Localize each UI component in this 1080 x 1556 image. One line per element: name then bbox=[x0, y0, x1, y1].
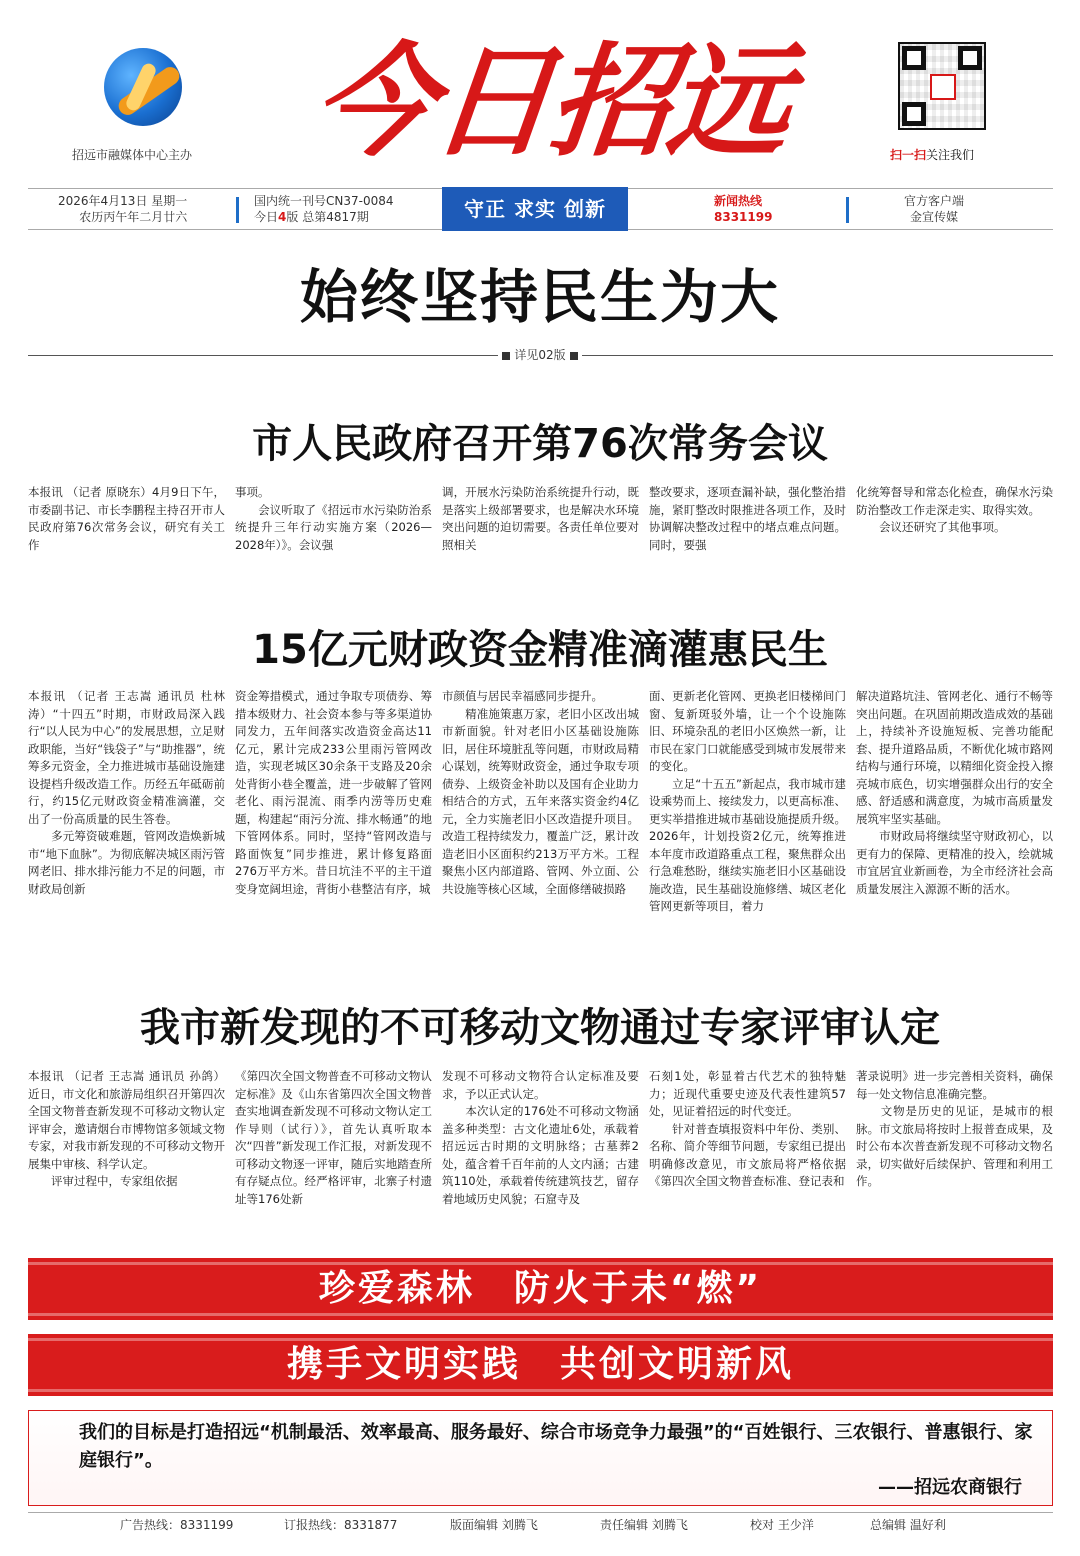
ad-text: 我们的目标是打造招远“机制最活、效率最高、服务最好、综合市场竞争力最强”的“百姓银行、三农银行、普惠银行、家庭银行”。 bbox=[79, 1422, 1033, 1471]
article-column: 面、更新老化管网、更换老旧楼梯间门窗、复新斑驳外墙，让一个个设施陈旧、环境杂乱的老旧小区焕然一新，让市民在家门口就能感受到城市发展带来的变化。 立足“十五五”新起点，我市城市建设乘势而上、接续发力，以更高标准、更实举措推进城市基础设施提质升级。2026年，计划投资2亿元，统筹推进本年度市政道路重点工程，聚焦群众出行急难愁盼，继续实施老旧小区基础设施改造，民生基础设施修缮、城区老化管网更新等项目，着力 bbox=[649, 689, 846, 913]
article-headline[interactable]: 15亿元财政资金精准滴灌惠民生 bbox=[252, 627, 828, 673]
general-editor: 总编辑 温好利 bbox=[870, 1518, 946, 1532]
article-column: 《第四次全国文物普查不可移动文物认定标准》及《山东省第四次全国文物普查实地调查新发现不可移动文物认定工作导则（试行）》，首先认真听取本次“四普”新发现工作汇报，对新发现不可移动文物逐一评审，随后实地踏查所有存疑点位。经严格评审，北寨子村遗址等176处新 bbox=[235, 1069, 432, 1206]
fire-prevention-banner: 珍爱森林 防火于未“燃” bbox=[28, 1258, 1053, 1320]
article-column: 本报讯 （记者 王志嵩 通讯员 杜林涛）“十四五”时期，市财政局深入践行“以人民为中心”的发展思想，立足财政职能，当好“钱袋子”与“助推器”，统筹多元资金，全力推进城市基础设施建设提档升级改造工作。历经五年砥砺前行，约15亿元财政资金精准滴灌，交出了一份高质量的民生答卷。 多元筹资破难题，管网改造焕新城市“地下血脉”。为彻底解决城区雨污管网老旧、排水排污能力不足的问题，市财政局创新 bbox=[28, 689, 225, 896]
newspaper-logo bbox=[88, 48, 198, 126]
article-body bbox=[28, 688, 1053, 930]
scan-caption bbox=[890, 146, 974, 163]
article-body bbox=[28, 484, 1053, 554]
bank-advertisement bbox=[28, 1410, 1053, 1506]
layout-editor: 版面编辑 刘腾飞 bbox=[450, 1518, 538, 1532]
article-headline[interactable]: 我市新发现的不可移动文物通过专家评审认定 bbox=[140, 1005, 940, 1051]
ad-signature: ——招远农商银行 bbox=[878, 1477, 1022, 1498]
lunar-date: 农历丙午年二月廿六 bbox=[79, 210, 188, 224]
article-column: 解决道路坑洼、管网老化、通行不畅等突出问题。在巩固前期改造成效的基础上，持续补齐设施短板、完善功能配套、提升道路品质，不断优化城市路网结构与通行环境，以精细化资金投入擦亮城市底色，切实增强群众出行的安全感、舒适感和满意度，为城市高质量发展筑牢坚实基础。 市财政局将继续坚守财政初心，以更有力的保障、更精准的投入，绘就城市宜居宜业新画卷，为全市经济社会高质量发展注入源源不断的活水。 bbox=[856, 689, 1053, 896]
qr-code-icon[interactable] bbox=[898, 42, 986, 130]
page-count: 今日4版 总第4817期 bbox=[254, 210, 369, 224]
newspaper-title: 今日招远 bbox=[306, 29, 794, 173]
divider bbox=[236, 197, 239, 223]
official-client: 官方客户端 金宣传媒 bbox=[904, 194, 965, 224]
see-page-link[interactable]: 详见02版 bbox=[0, 346, 1080, 363]
proofreader: 校对 王少洋 bbox=[750, 1518, 814, 1532]
divider bbox=[846, 197, 849, 223]
article-column: 化统筹督导和常态化检查，确保水污染防治整改工作走深走实、取得实效。 会议还研究了其他事项。 bbox=[856, 485, 1053, 534]
article-column: 石刻1处，彰显着古代艺术的独特魅力；近现代重要史迹及代表性建筑57处，见证着招远的时代变迁。 针对普查填报资料中年份、类别、名称、简介等细节问题，专家组已提出明确修改意见，市文旅局将严格依据《第四次全国文物普查标准、登记表和 bbox=[649, 1069, 846, 1188]
issue-info-bar bbox=[28, 188, 1053, 230]
newspaper-logo-icon bbox=[104, 48, 182, 126]
article-column: 著录说明》进一步完善相关资料，确保每一处文物信息准确完整。 文物是历史的见证，是城市的根脉。市文旅局将按时上报普查成果，及时公布本次普查新发现不可移动文物名录，切实做好后续保护、管理和利用工作。 bbox=[856, 1069, 1053, 1188]
article-column: 市颜值与居民幸福感同步提升。 精准施策惠万家，老旧小区改出城市新面貌。针对老旧小区基础设施陈旧，居住环境脏乱等问题，市财政局精心谋划，统筹财政资金，通过争取专项债券、上级资金补助以及国有企业助力相结合的方式，五年来落实资金约4亿元，全力实施老旧小区改造提升项目。改造工程持续发力，覆盖广泛，累计改造老旧小区面积约213万平方米。工程聚焦小区内部道路、管网、外立面、公共设施等核心区域，全面修缮破损路 bbox=[442, 689, 639, 896]
news-hotline: 新闻热线 8331199 bbox=[714, 194, 773, 224]
masthead bbox=[28, 18, 1053, 186]
staff-footer bbox=[28, 1512, 1053, 1536]
article-headline[interactable]: 市人民政府召开第76次常务会议 bbox=[252, 421, 828, 467]
article-column: 资金筹措模式，通过争取专项债券、筹措本级财力、社会资本参与等多渠道协同发力，五年间落实改造资金高达11亿元，累计完成233公里雨污管网改造，实现老城区30余条干支路及20余处背街小巷全覆盖，进一步破解了管网老化、雨污混流、雨季内涝等历史难题，构建起“雨污分流、排水畅通”的地下管网体系。同时，坚持“管网改造与路面恢复”同步推进，累计修复路面276万平方米。昔日坑洼不平的主干道变身宽阔坦途，背街小巷整洁有序，城 bbox=[235, 689, 432, 896]
issue-date-block bbox=[58, 193, 187, 225]
subscribe-hotline: 订报热线：8331877 bbox=[284, 1518, 398, 1532]
ad-hotline: 广告热线：8331199 bbox=[120, 1518, 234, 1532]
article-body bbox=[28, 1068, 1053, 1224]
scan-suffix: 关注我们 bbox=[926, 148, 975, 162]
civilization-banner: 携手文明实践 共创文明新风 bbox=[28, 1334, 1053, 1396]
host-organization: 招远市融媒体中心主办 bbox=[72, 148, 193, 162]
issue-date: 2026年4月13日 星期一 bbox=[58, 194, 188, 208]
article-column: 本报讯 （记者 原晓东）4月9日下午，市委副书记、市长李鹏程主持召开市人民政府第76次常务会议，研究有关工作 bbox=[28, 485, 225, 552]
article-column: 发现不可移动文物符合认定标准及要求，予以正式认定。 本次认定的176处不可移动文物涵盖多种类型：古文化遗址6处，承载着招远远古时期的文明脉络；古墓葬2处，蕴含着千百年前的人文内涵；古建筑110处，承载着传统建筑技艺，留存着地域历史风貌；石窟寺及 bbox=[442, 1069, 639, 1206]
chief-editor: 责任编辑 刘腾飞 bbox=[600, 1518, 688, 1532]
article-column: 事项。 会议听取了《招远市水污染防治系统提升三年行动实施方案（2026—2028年）》。会议强 bbox=[235, 485, 432, 552]
article-column: 调，开展水污染防治系统提升行动，既是落实上级部署要求，也是解决水环境突出问题的迫切需要。各责任单位要对照相关 bbox=[442, 485, 639, 552]
issue-number-block bbox=[254, 193, 394, 225]
issn: 国内统一刊号CN37-0084 bbox=[254, 194, 394, 208]
motto-badge: 守正 求实 创新 bbox=[442, 187, 628, 231]
article-column: 整改要求，逐项查漏补缺，强化整治措施，紧盯整改时限推进各项工作，及时协调解决整改过程中的堵点难点问题。同时，要强 bbox=[649, 485, 846, 552]
article-column: 本报讯 （记者 王志嵩 通讯员 孙鸽）近日，市文化和旅游局组织召开第四次全国文物普查新发现不可移动文物认定评审会，邀请烟台市博物馆多领域文物专家，对我市新发现的不可移动文物开展集中审核、科学认定。 评审过程中，专家组依据 bbox=[28, 1069, 225, 1188]
lead-headline[interactable]: 始终坚持民生为大 bbox=[299, 263, 780, 331]
scan-prefix: 扫一扫 bbox=[890, 148, 927, 162]
